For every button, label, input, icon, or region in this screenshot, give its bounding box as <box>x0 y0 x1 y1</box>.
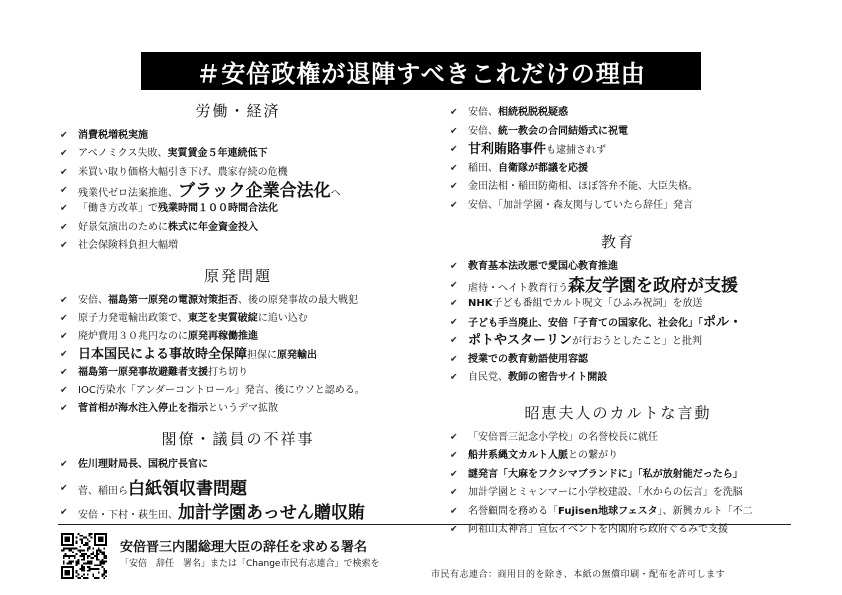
footer-note: 市民有志連合：商用目的を除き、本紙の無償印刷・配布を許可します <box>431 570 726 580</box>
check-icon: ✔ <box>60 483 68 494</box>
item-text-segment: が行おうとしたこと」と批判 <box>572 336 703 348</box>
item-text <box>468 276 738 296</box>
left-column <box>58 98 418 525</box>
item-text <box>78 385 365 397</box>
item-text-segment: 担保に <box>247 350 278 362</box>
check-icon: ✔ <box>60 240 68 251</box>
item-text <box>468 142 606 158</box>
item-text <box>78 331 258 343</box>
item-text <box>468 126 628 138</box>
item-text-segment: 福島第一原発事故避難者支援 <box>78 367 208 379</box>
list-item <box>448 351 788 370</box>
section-heading-scandal: 閣僚・議員の不祥事 <box>161 430 315 449</box>
check-icon: ✔ <box>60 385 68 396</box>
item-text-segment: 教師の密告サイト開設 <box>508 372 608 384</box>
labor-list <box>58 127 418 255</box>
section-heading-cult: 昭恵夫人のカルトな言動 <box>524 403 712 422</box>
list-item <box>58 346 418 364</box>
list-item <box>58 145 418 163</box>
item-text-segment: 」、新興カルト「不二 <box>657 505 753 517</box>
item-text <box>78 130 148 142</box>
check-icon: ✔ <box>60 130 68 141</box>
list-item <box>448 314 788 333</box>
list-item <box>448 277 788 296</box>
check-icon: ✔ <box>450 506 458 517</box>
item-text-segment: 甘利賄賂事件 <box>468 142 547 158</box>
list-item <box>448 160 788 179</box>
check-icon: ✔ <box>60 349 68 360</box>
item-text-segment: 原発再稼働推進 <box>188 331 258 343</box>
item-text-segment: 虐待・ヘイト教育行う <box>468 282 568 294</box>
check-icon: ✔ <box>60 295 68 306</box>
check-icon: ✔ <box>450 126 458 137</box>
item-text-segment: ブラック企業合法化 <box>178 180 331 201</box>
footer-divider <box>58 524 791 525</box>
item-text-segment: 子ども手当廃止、安倍「子育ての国家化、社会化」「 <box>468 317 703 329</box>
item-text <box>468 469 743 481</box>
list-item <box>58 127 418 145</box>
petition-search-hint: 「安倍 辞任 署名」または「Change市民有志連合」で検索を <box>120 559 380 569</box>
item-text <box>468 107 568 119</box>
check-icon: ✔ <box>60 222 68 233</box>
item-text-segment: 、後の原発事故の最大戦犯 <box>238 295 358 307</box>
check-icon: ✔ <box>450 144 458 155</box>
item-text <box>468 261 618 273</box>
item-text <box>468 432 658 444</box>
item-text-segment: 安倍、 <box>468 125 498 137</box>
item-text-segment: 加計学園あっせん贈収賄 <box>178 502 365 523</box>
item-text-segment: 米買い取り価格大幅引き下げ、農家存続の危機 <box>78 166 288 178</box>
check-icon: ✔ <box>450 335 458 346</box>
item-text-segment: IOC汚染水「アンダーコントロール」発言、後にウソと認める。 <box>78 385 365 397</box>
check-icon: ✔ <box>60 185 68 196</box>
item-text <box>468 354 588 366</box>
item-text-segment: 自民党、 <box>468 372 508 384</box>
petition-title: 安倍晋三内閣総理大臣の辞任を求める署名 <box>120 540 368 555</box>
item-text-segment: 授業での教育勅語使用容認 <box>468 353 588 365</box>
item-text-segment: 好景気演出のために <box>78 221 168 233</box>
check-icon: ✔ <box>60 203 68 214</box>
item-text <box>78 181 341 201</box>
item-text <box>78 295 358 307</box>
list-item <box>448 123 788 142</box>
item-text-segment: 原子力発電輸出政策で、 <box>78 313 188 325</box>
check-icon: ✔ <box>450 317 458 328</box>
nuclear-list <box>58 292 418 418</box>
item-text-segment: 安倍、「加計学園・森友関与していたら辞任」発言 <box>468 199 693 211</box>
section-heading-nuclear: 原発問題 <box>203 267 272 286</box>
item-text-segment: 「働き方改革」で <box>78 203 158 215</box>
list-item <box>58 310 418 328</box>
check-icon: ✔ <box>450 487 458 498</box>
item-text <box>468 333 702 349</box>
item-text <box>78 203 278 215</box>
item-text <box>78 167 288 179</box>
list-item <box>58 453 418 477</box>
item-text-segment: 日本国民による事故時全保障 <box>78 347 248 363</box>
item-text <box>78 459 208 471</box>
list-item <box>448 369 788 388</box>
item-text <box>78 503 365 523</box>
check-icon: ✔ <box>60 149 68 160</box>
item-text-segment: 相続税脱税疑惑 <box>498 107 568 119</box>
check-icon: ✔ <box>450 469 458 480</box>
item-text-segment: 菅首相が海水注入停止を指示 <box>78 403 208 415</box>
list-item <box>58 364 418 382</box>
item-text <box>468 163 588 175</box>
list-item <box>58 382 418 400</box>
item-text-segment: 船井系縄文カルト人脈 <box>468 450 568 462</box>
item-text-segment: 森友学園を政府が支援 <box>568 275 738 296</box>
misc-list <box>448 104 788 215</box>
list-item <box>448 466 788 485</box>
item-text-segment: 佐川理財局長、国税庁長官に <box>78 459 208 471</box>
check-icon: ✔ <box>450 261 458 272</box>
item-text <box>78 222 258 234</box>
item-text-segment: というデマ拡散 <box>208 403 278 415</box>
item-text <box>78 367 248 379</box>
check-icon: ✔ <box>60 313 68 324</box>
item-text-segment: 謎発言「大麻をフクシマブランドに」「私が放射能だったら」 <box>468 468 743 480</box>
list-item <box>58 400 418 418</box>
check-icon: ✔ <box>60 167 68 178</box>
item-text-segment: 加計学園とミャンマーに小学校建設、「水からの伝言」を洗脳 <box>468 487 743 499</box>
list-item <box>448 178 788 197</box>
item-text-segment: 「安倍晋三記念小学校」の名誉校長に就任 <box>468 431 658 443</box>
item-text-segment: 安倍・下村・萩生田、 <box>78 509 178 521</box>
item-text-segment: 東芝を実質破綻 <box>187 313 258 325</box>
cult-list <box>448 429 788 540</box>
item-text <box>468 315 742 331</box>
check-icon: ✔ <box>450 107 458 118</box>
check-icon: ✔ <box>450 163 458 174</box>
list-item <box>58 218 418 236</box>
check-icon: ✔ <box>450 354 458 365</box>
list-item <box>448 447 788 466</box>
section-heading-education: 教育 <box>600 233 635 251</box>
item-text-segment: 社会保険料負担大幅増 <box>78 239 178 251</box>
list-item <box>448 197 788 216</box>
item-text-segment: へ <box>330 187 341 199</box>
page-title: ＃安倍政権が退陣すべきこれだけの理由 <box>141 52 701 90</box>
list-item <box>58 292 418 310</box>
check-icon: ✔ <box>60 403 68 414</box>
education-list <box>448 258 788 388</box>
item-text <box>78 313 308 325</box>
check-icon: ✔ <box>450 280 458 291</box>
item-text <box>468 298 703 310</box>
qr-code[interactable] <box>61 533 107 579</box>
item-text-segment: 教育基本法改悪で愛国心教育推進 <box>468 261 618 273</box>
item-text-segment: 実質賃金５年連続低下 <box>167 148 268 160</box>
list-item <box>448 104 788 123</box>
item-text-segment: 安倍、 <box>468 107 498 119</box>
list-item <box>448 429 788 448</box>
item-text-segment: 白紙領収書問題 <box>128 478 247 499</box>
item-text <box>468 506 753 518</box>
item-text-segment: 廃炉費用３０兆円なのに <box>78 331 188 343</box>
item-text-segment: Fujisen地球フェスタ <box>558 505 658 517</box>
item-text <box>78 347 317 363</box>
item-text-segment: NHK <box>468 298 493 310</box>
item-text-segment: 稲田、 <box>468 162 498 174</box>
item-text-segment: 名誉顧問を務める「 <box>468 505 558 517</box>
item-text <box>78 403 278 415</box>
section-heading-labor: 労働・経済 <box>195 102 281 120</box>
item-text-segment: との繋がり <box>568 450 618 462</box>
check-icon: ✔ <box>450 524 458 535</box>
check-icon: ✔ <box>450 298 458 309</box>
item-text-segment: 阿祖山太神宮」宣伝イベントを内閣府ら政府ぐるみで支援 <box>468 524 728 536</box>
item-text-segment: 金田法相・稲田防衛相、ほぼ答弁不能、大臣失格。 <box>468 181 698 193</box>
list-item <box>58 477 418 501</box>
item-text <box>78 148 268 160</box>
check-icon: ✔ <box>450 450 458 461</box>
item-text <box>468 372 607 384</box>
right-column <box>448 98 788 540</box>
list-item <box>448 258 788 277</box>
item-text-segment: に追い込む <box>257 313 308 325</box>
item-text-segment: 残業時間１００時間合法化 <box>158 203 278 215</box>
list-item <box>448 503 788 522</box>
item-text <box>78 479 247 499</box>
list-item <box>58 182 418 200</box>
item-text <box>468 181 698 193</box>
item-text-segment: ポル・ <box>703 314 743 330</box>
list-item <box>58 501 418 525</box>
item-text-segment: も逮捕されず <box>546 145 607 157</box>
check-icon: ✔ <box>450 181 458 192</box>
list-item <box>448 141 788 160</box>
list-item <box>58 237 418 255</box>
list-item <box>58 200 418 218</box>
check-icon: ✔ <box>450 432 458 443</box>
item-text-segment: アベノミクス失敗、 <box>78 148 168 160</box>
item-text-segment: 消費税増税実施 <box>78 130 148 142</box>
item-text-segment: 自衛隊が都議を応援 <box>498 162 588 174</box>
item-text-segment: 福島第一原発の電源対策拒否 <box>108 295 238 307</box>
check-icon: ✔ <box>450 200 458 211</box>
check-icon: ✔ <box>60 459 68 470</box>
item-text-segment: 菅、稲田ら <box>78 485 128 497</box>
list-item <box>58 328 418 346</box>
item-text <box>78 240 178 252</box>
check-icon: ✔ <box>60 367 68 378</box>
item-text-segment: 子ども番組でカルト呪文「ひふみ祝詞」を放送 <box>492 298 703 310</box>
item-text-segment: 残業代ゼロ法案推進、 <box>78 187 178 199</box>
check-icon: ✔ <box>60 507 68 518</box>
item-text <box>468 524 728 536</box>
scandal-list <box>58 453 418 525</box>
item-text <box>468 487 743 499</box>
item-text-segment: 安倍、 <box>78 295 108 307</box>
list-item <box>58 164 418 182</box>
item-text-segment: 統一教会の合同結婚式に祝電 <box>498 125 628 137</box>
list-item <box>448 332 788 351</box>
check-icon: ✔ <box>450 372 458 383</box>
item-text <box>468 200 693 212</box>
list-item <box>448 484 788 503</box>
item-text <box>468 450 618 462</box>
item-text-segment: 打ち切り <box>208 367 248 379</box>
list-item <box>448 295 788 314</box>
item-text-segment: ポトやスターリン <box>468 333 573 349</box>
check-icon: ✔ <box>60 331 68 342</box>
item-text-segment: 株式に年金資金投入 <box>168 221 258 233</box>
item-text-segment: 原発輸出 <box>277 350 318 362</box>
